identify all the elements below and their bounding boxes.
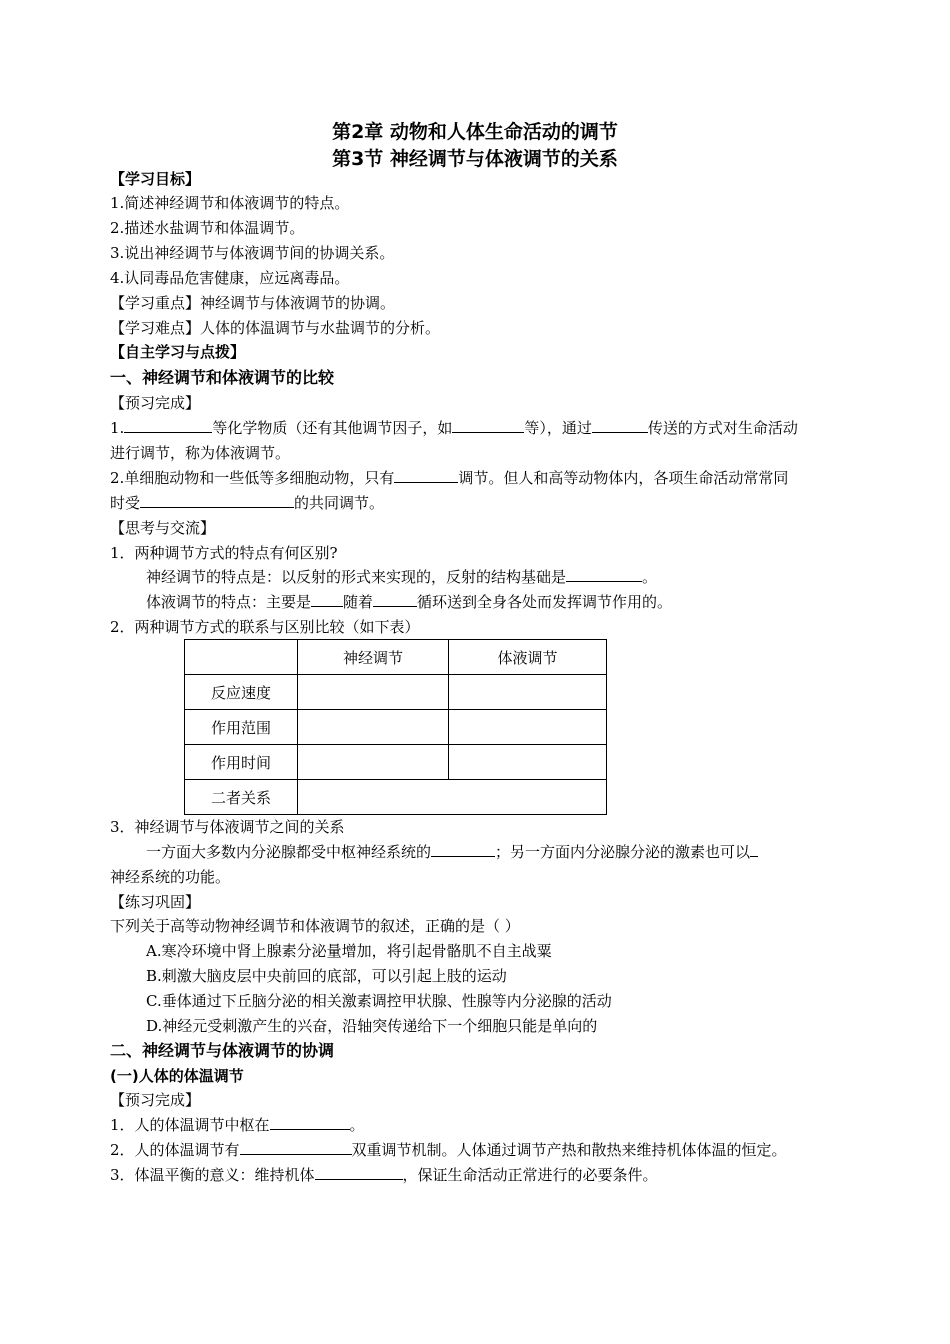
p2-text: 双重调节机制。人体通过调节产热和散热来维持机体体温的恒定。	[351, 1141, 787, 1159]
objective-item: 2.描述水盐调节和体温调节。	[110, 219, 305, 237]
table-header-cell: 体液调节	[449, 640, 607, 675]
preview-heading-2: 【预习完成】	[110, 1091, 201, 1109]
question-1	[110, 417, 798, 439]
p1-end: 。	[349, 1116, 365, 1134]
blank	[311, 591, 343, 607]
blank	[373, 591, 417, 607]
practice-question: 下列关于高等动物神经调节和体液调节的叙述，正确的是（ ）	[110, 917, 520, 935]
objectives-heading: 【学习目标】	[110, 170, 201, 188]
table-row	[185, 780, 607, 815]
blank	[394, 467, 458, 483]
part2-q3	[110, 1164, 658, 1186]
p2-text: 2．人的体温调节有	[110, 1141, 240, 1159]
q1-text: 传送的方式对生命活动	[647, 419, 798, 437]
think-q1: 1．两种调节方式的特点有何区别?	[110, 544, 338, 562]
comparison-table	[184, 639, 607, 815]
humoral-text: 体液调节的特点：主要是	[146, 593, 312, 611]
option-a: A.寒冷环境中肾上腺素分泌量增加，将引起骨骼肌不自主战粟	[146, 942, 552, 960]
option-b: B.刺激大脑皮层中央前回的底部，可以引起上肢的运动	[146, 967, 507, 985]
table-header-cell: 神经调节	[298, 640, 449, 675]
row-label: 作用时间	[185, 745, 298, 780]
q1-text: 等），通过	[524, 419, 592, 437]
option-d: D.神经元受刺激产生的兴奋，沿轴突传递给下一个细胞只能是单向的	[146, 1017, 598, 1035]
q1-num: 1.	[110, 419, 125, 437]
table-cell	[298, 745, 449, 780]
q2-text: 2.单细胞动物和一些低等多细胞动物，只有	[110, 469, 395, 487]
row-label: 作用范围	[185, 710, 298, 745]
table-cell	[449, 745, 607, 780]
key-point-text: 神经调节与体液调节的协调。	[200, 294, 396, 312]
objective-item: 4.认同毒品危害健康，应远离毒品。	[110, 269, 350, 287]
chapter-title: 第2章 动物和人体生命活动的调节	[332, 121, 618, 143]
practice-heading: 【练习巩固】	[110, 893, 201, 911]
part2-q1	[110, 1114, 365, 1136]
table-cell	[449, 675, 607, 710]
objective-item: 1.简述神经调节和体液调节的特点。	[110, 194, 350, 212]
blank	[270, 1114, 350, 1130]
table-row	[185, 675, 607, 710]
q2-text: 调节。但人和高等动物体内，各项生命活动常常同	[458, 469, 789, 487]
row-label: 反应速度	[185, 675, 298, 710]
think-q1-neural	[146, 566, 657, 588]
blank	[566, 566, 642, 582]
q1-text: 等化学物质（还有其他调节因子，如	[212, 419, 453, 437]
blank	[140, 492, 294, 508]
neural-text: 神经调节的特点是：以反射的形式来实现的，反射的结构基础是	[146, 568, 567, 586]
blank	[124, 417, 212, 433]
blank	[431, 841, 495, 857]
table-cell	[298, 710, 449, 745]
section-title: 第3节 神经调节与体液调节的关系	[332, 148, 618, 170]
blank	[240, 1139, 352, 1155]
humoral-text: 随着	[343, 593, 374, 611]
part2-sub1: (一)人体的体温调节	[110, 1067, 244, 1085]
neural-end: 。	[642, 568, 658, 586]
think-heading: 【思考与交流】	[110, 519, 216, 537]
question-2-cont	[110, 492, 384, 514]
question-1-cont: 进行调节，称为体液调节。	[110, 444, 291, 462]
objective-item: 3.说出神经调节与体液调节间的协调关系。	[110, 244, 395, 262]
difficulty-point	[110, 317, 440, 339]
key-point	[110, 292, 395, 314]
blank	[592, 417, 648, 433]
difficulty-label: 【学习难点】	[110, 319, 201, 337]
think-q1-humoral	[146, 591, 672, 613]
question-2	[110, 467, 788, 489]
q2-text: 的共同调节。	[294, 494, 385, 512]
blank	[750, 841, 758, 857]
p3-text: ，保证生命活动正常进行的必要条件。	[402, 1166, 658, 1184]
self-study-heading: 【自主学习与点拨】	[110, 343, 246, 361]
humoral-text: 循环送到全身各处而发挥调节作用的。	[417, 593, 673, 611]
think-q3-cont: 神经系统的功能。	[110, 868, 231, 886]
table-row	[185, 710, 607, 745]
blank	[452, 417, 524, 433]
row-label: 二者关系	[185, 780, 298, 815]
p1-text: 1．人的体温调节中枢在	[110, 1116, 270, 1134]
table-cell	[449, 710, 607, 745]
think-q3: 3．神经调节与体液调节之间的关系	[110, 818, 345, 836]
part2-q2	[110, 1139, 787, 1161]
p3-text: 3．体温平衡的意义：维持机体	[110, 1166, 315, 1184]
preview-heading: 【预习完成】	[110, 394, 201, 412]
q3-text: ；另一方面内分泌腺分泌的激素也可以	[495, 843, 751, 861]
table-cell	[298, 675, 449, 710]
think-q2: 2．两种调节方式的联系与区别比较（如下表）	[110, 618, 420, 636]
difficulty-text: 人体的体温调节与水盐调节的分析。	[200, 319, 441, 337]
q2-text: 时受	[110, 494, 141, 512]
table-row	[185, 745, 607, 780]
blank	[315, 1164, 403, 1180]
part1-title: 一、神经调节和体液调节的比较	[110, 368, 335, 387]
key-point-label: 【学习重点】	[110, 294, 201, 312]
part2-title: 二、神经调节与体液调节的协调	[110, 1041, 335, 1060]
think-q3-text	[146, 841, 758, 863]
q3-text: 一方面大多数内分泌腺都受中枢神经系统的	[146, 843, 432, 861]
table-header-cell	[185, 640, 298, 675]
option-c: C.垂体通过下丘脑分泌的相关激素调控甲状腺、性腺等内分泌腺的活动	[146, 992, 612, 1010]
table-header-row	[185, 640, 607, 675]
table-cell	[298, 780, 607, 815]
